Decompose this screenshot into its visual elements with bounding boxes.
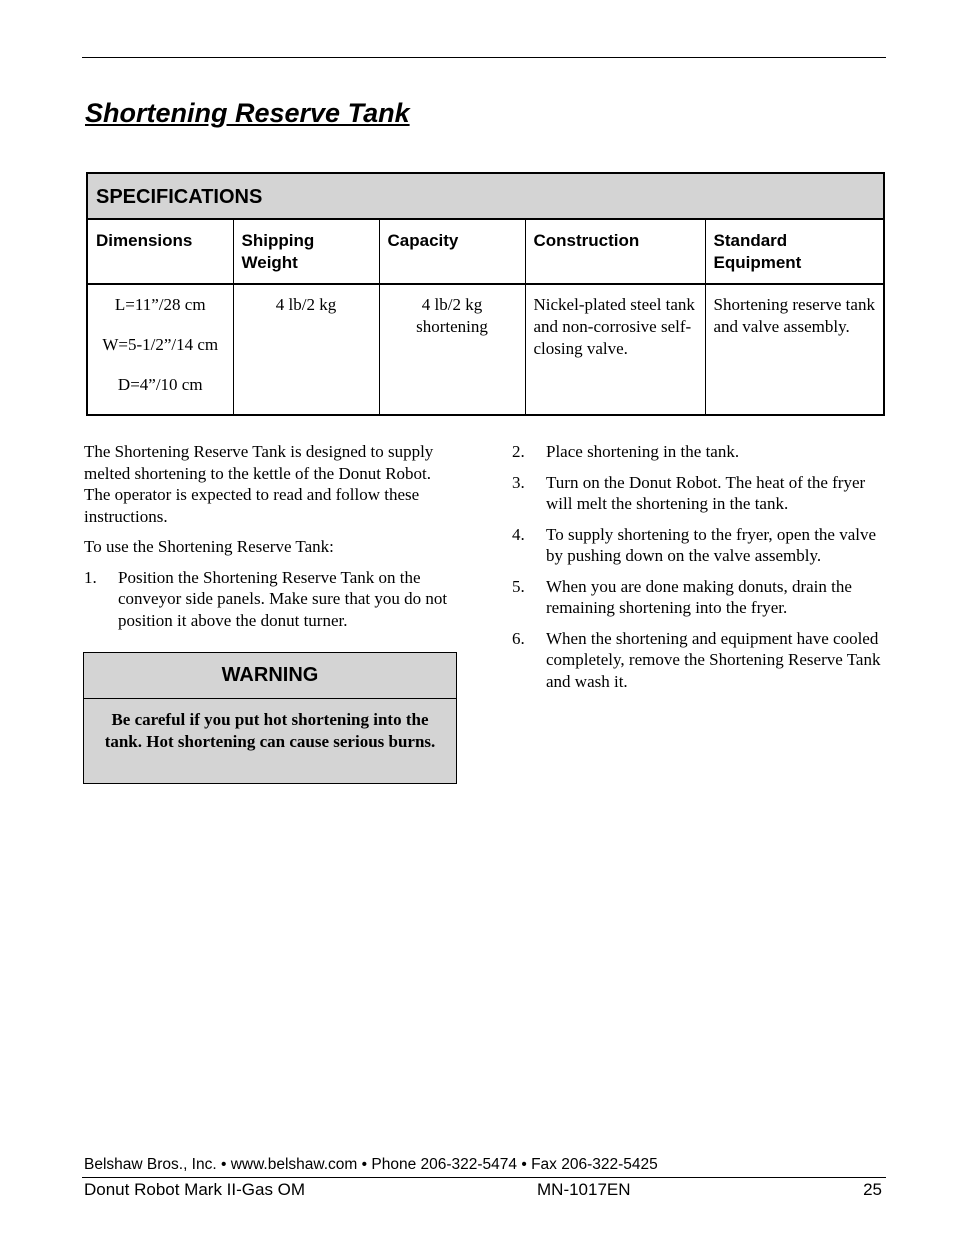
- step-text: When you are done making donuts, drain the remaining shortening into the fryer.: [546, 576, 852, 617]
- step-text: Position the Shortening Reserve Tank on the conveyor side panels. Make sure that you do not position it above the donut turner.: [118, 567, 448, 630]
- col-header-dimensions: Dimensions: [88, 220, 233, 284]
- step-text: To supply shortening to the fryer, open the valve by pushing down on the valve assembly.: [546, 524, 877, 565]
- cell-capacity: 4 lb/2 kg shortening: [379, 284, 525, 414]
- dimension-length: L=11”/28 cm: [114, 295, 206, 314]
- intro-paragraph: The Shortening Reserve Tank is designed to supply melted shortening to the kettle of the Donut Robot. The operator is expected to read and follow these instructions.: [84, 442, 434, 526]
- col-header-shipping-weight: Shipping Weight: [233, 220, 379, 284]
- step-number: 6.: [512, 628, 525, 648]
- specifications-table: [86, 172, 885, 416]
- instructions-lead: To use the Shortening Reserve Tank:: [84, 537, 334, 556]
- footer-contact: Belshaw Bros., Inc. • www.belshaw.com • Phone 206-322-5474 • Fax 206-322-5425: [84, 1156, 658, 1173]
- specifications-grid: [88, 220, 883, 414]
- header-rule: [82, 57, 886, 58]
- dimension-width: W=5-1/2”/14 cm: [102, 335, 219, 354]
- step-text: Place shortening in the tank.: [546, 442, 740, 461]
- dimension-depth: D=4”/10 cm: [117, 375, 203, 394]
- page-number: 25: [863, 1180, 882, 1199]
- list-item: [512, 576, 888, 619]
- step-number: 4.: [512, 524, 525, 544]
- list-item: [512, 441, 888, 463]
- col-header-construction: Construction: [525, 220, 705, 284]
- warning-box: [83, 652, 457, 784]
- list-item: [512, 524, 888, 567]
- warning-heading: WARNING: [84, 653, 456, 699]
- specifications-heading: SPECIFICATIONS: [88, 174, 883, 220]
- col-header-capacity: Capacity: [379, 220, 525, 284]
- list-item: [512, 472, 888, 515]
- cell-shipping-weight: 4 lb/2 kg: [233, 284, 379, 414]
- page-title: Shortening Reserve Tank: [85, 98, 410, 128]
- spec-header-row: [88, 220, 883, 284]
- warning-text: Be careful if you put hot shortening into the tank. Hot shortening can cause serious burns.: [104, 710, 436, 751]
- cell-standard-equipment: Shortening reserve tank and valve assembly.: [713, 295, 875, 336]
- step-number: 1.: [84, 567, 97, 587]
- cell-dimensions: [88, 284, 233, 414]
- spec-value-row: [88, 284, 883, 414]
- list-item: [512, 628, 888, 693]
- footer-doc-number: MN-1017EN: [537, 1180, 631, 1199]
- footer-rule: [82, 1177, 886, 1178]
- step-number: 2.: [512, 442, 525, 461]
- left-column: [84, 441, 460, 640]
- col-header-standard-equipment: Standard Equipment: [705, 220, 883, 284]
- step-number: 3.: [512, 472, 525, 492]
- footer-manual-name: Donut Robot Mark II-Gas OM: [84, 1180, 306, 1199]
- right-column: [512, 441, 888, 701]
- footer: [84, 1180, 882, 1200]
- step-text: When the shortening and equipment have cooled completely, remove the Shortening Reserve Tank and wash it.: [546, 628, 881, 691]
- step-text: Turn on the Donut Robot. The heat of the fryer will melt the shortening in the tank.: [546, 472, 866, 513]
- list-item: [84, 567, 460, 632]
- cell-construction: Nickel-plated steel tank and non-corrosive self-closing valve.: [525, 284, 705, 414]
- step-number: 5.: [512, 576, 525, 596]
